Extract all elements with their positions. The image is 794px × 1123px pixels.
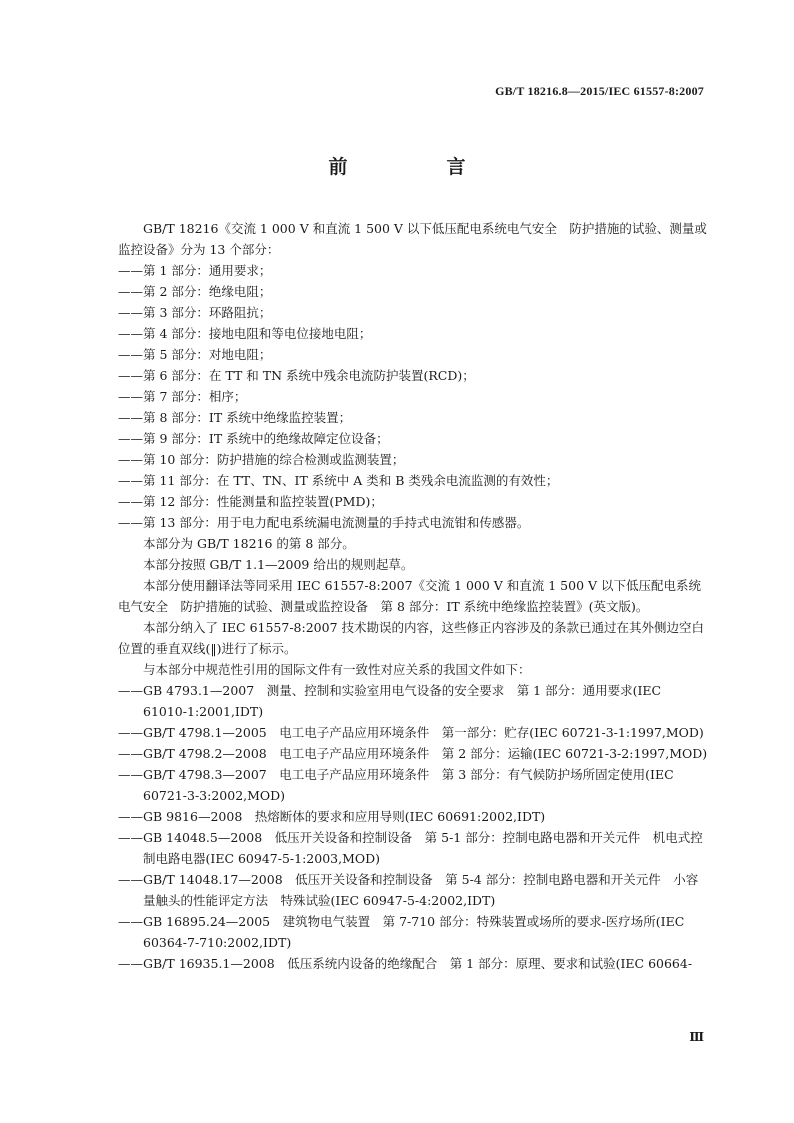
list-item: ——第 13 部分：用于电力配电系统漏电流测量的手持式电流钳和传感器。 <box>118 515 530 530</box>
list-item: ——第 11 部分：在 TT、TN、IT 系统中 A 类和 B 类残余电流监测的有效性； <box>118 473 559 488</box>
list-item: ——第 1 部分：通用要求； <box>118 263 272 278</box>
body-paragraph: 与本部分中规范性引用的国际文件有一致性对应关系的我国文件如下： <box>143 662 531 677</box>
list-item: ——第 3 部分：环路阻抗； <box>118 305 272 320</box>
reference-item: ——GB/T 4798.3—2007 电工电子产品应用环境条件 第 3 部分：有气候防护场所固定使用(IEC 60721-3-3:2002,MOD) <box>118 767 674 803</box>
list-item: ——第 4 部分：接地电阻和等电位接地电阻； <box>118 326 372 341</box>
reference-item: ——GB 4793.1—2007 测量、控制和实验室用电气设备的安全要求 第 1 部分：通用要求(IEC 61010-1:2001,IDT) <box>118 683 662 719</box>
reference-item: ——GB 14048.5—2008 低压开关设备和控制设备 第 5-1 部分：控制电路电器和开关元件 机电式控制电路电器(IEC 60947-5-1:2003,MOD) <box>118 830 703 866</box>
list-item: ——第 5 部分：对地电阻； <box>118 347 272 362</box>
preface-body <box>118 218 708 974</box>
body-paragraph: 本部分纳入了 IEC 61557-8:2007 技术勘误的内容，这些修正内容涉及的条款已通过在其外侧边空白位置的垂直双线(‖)进行了标示。 <box>118 620 705 656</box>
standard-code: GB/T 18216.8—2015/IEC 61557-8:2007 <box>495 84 704 98</box>
list-item: ——第 8 部分：IT 系统中绝缘监控装置； <box>118 410 352 425</box>
parts-list <box>118 260 708 533</box>
reference-item: ——GB/T 14048.17—2008 低压开关设备和控制设备 第 5-4 部分：控制电路电器和开关元件 小容量触头的性能评定方法 特殊试验(IEC 60947-5-4:2002,IDT) <box>118 872 699 908</box>
reference-item: ——GB 9816—2008 热熔断体的要求和应用导则(IEC 60691:2002,IDT) <box>118 809 546 824</box>
list-item: ——第 9 部分：IT 系统中的绝缘故障定位设备； <box>118 431 389 446</box>
body-paragraph: 本部分使用翻译法等同采用 IEC 61557-8:2007《交流 1 000 V 和直流 1 500 V 以下低压配电系统电气安全 防护措施的试验、测量或监控设备 第 8 部分：IT 系统中绝缘监控装置》(英文版)。 <box>118 578 702 614</box>
reference-item: ——GB 16895.24—2005 建筑物电气装置 第 7-710 部分：特殊装置或场所的要求-医疗场所(IEC 60364-7-710:2002,IDT) <box>118 914 685 950</box>
page-title: 前 言 <box>328 156 506 178</box>
reference-item: ——GB/T 16935.1—2008 低压系统内设备的绝缘配合 第 1 部分：原理、要求和试验(IEC 60664- <box>118 956 693 971</box>
reference-item: ——GB/T 4798.1—2005 电工电子产品应用环境条件 第一部分：贮存(IEC 60721-3-1:1997,MOD) <box>118 725 704 740</box>
list-item: ——第 2 部分：绝缘电阻； <box>118 284 272 299</box>
intro-paragraph: GB/T 18216《交流 1 000 V 和直流 1 500 V 以下低压配电系统电气安全 防护措施的试验、测量或监控设备》分为 13 个部分： <box>118 221 707 257</box>
list-item: ——第 6 部分：在 TT 和 TN 系统中残余电流防护装置(RCD)； <box>118 368 475 383</box>
list-item: ——第 12 部分：性能测量和监控装置(PMD)； <box>118 494 383 509</box>
page-number: Ⅲ <box>689 1030 704 1044</box>
reference-list <box>118 680 708 974</box>
reference-item: ——GB/T 4798.2—2008 电工电子产品应用环境条件 第 2 部分：运输(IEC 60721-3-2:1997,MOD) <box>118 746 708 761</box>
list-item: ——第 10 部分：防护措施的综合检测或监测装置； <box>118 452 405 467</box>
body-paragraph: 本部分按照 GB/T 1.1—2009 给出的规则起草。 <box>143 557 414 572</box>
body-paragraph: 本部分为 GB/T 18216 的第 8 部分。 <box>143 536 355 551</box>
list-item: ——第 7 部分：相序； <box>118 389 247 404</box>
